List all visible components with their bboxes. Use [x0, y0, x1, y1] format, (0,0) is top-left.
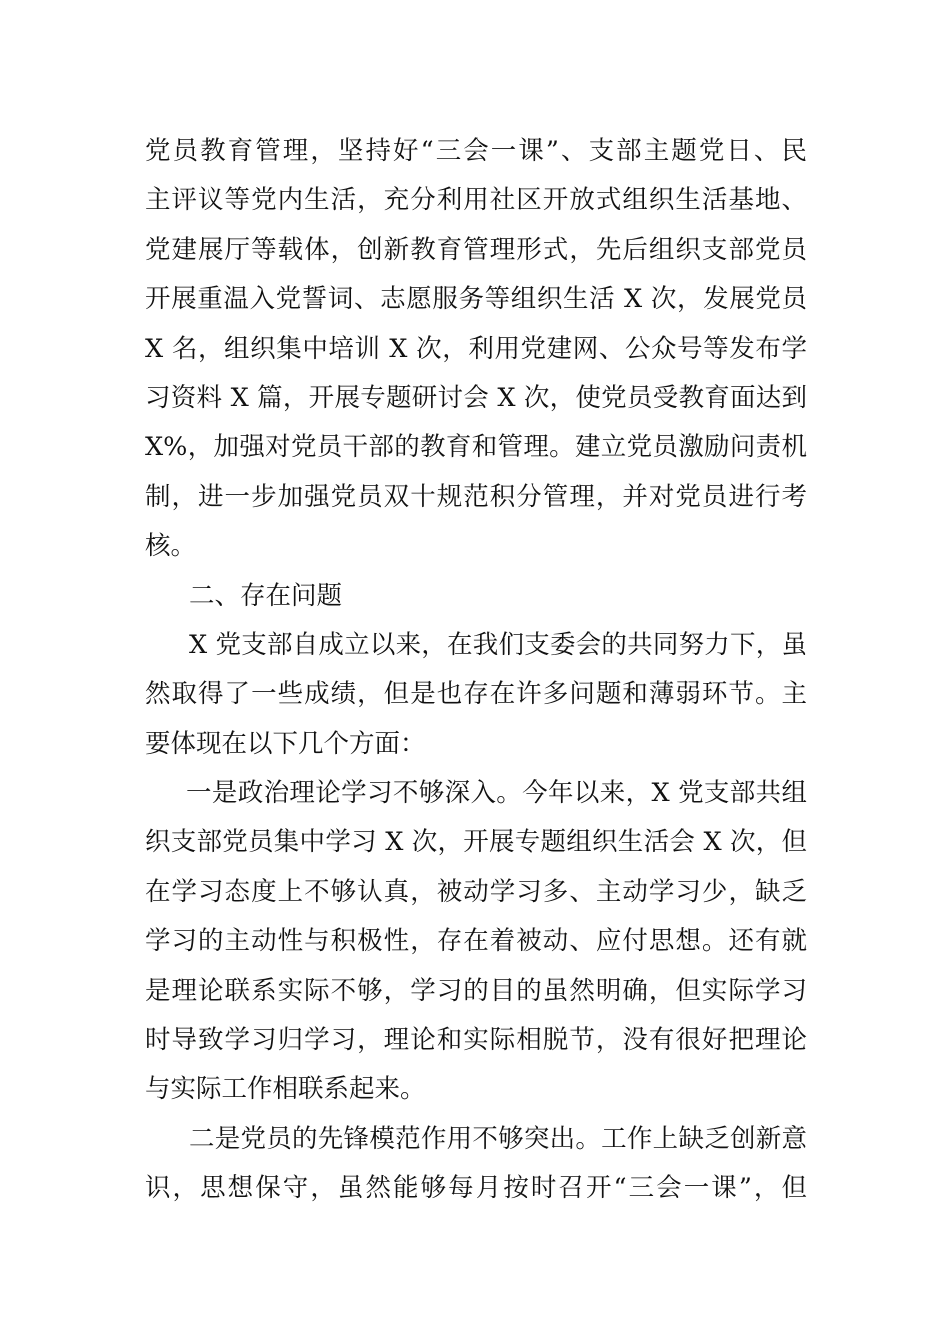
text-line: 然取得了一些成绩，但是也存在许多问题和薄弱环节。主: [145, 679, 807, 710]
text-line: 识，思想保守，虽然能够每月按时召开“三会一课”，但: [145, 1173, 807, 1204]
text-line: 要体现在以下几个方面：: [145, 728, 426, 759]
text-line: 学习的主动性与积极性，存在着被动、应付思想。还有就: [145, 926, 807, 957]
text-line: X 名，组织集中培训 X 次，利用党建网、公众号等发布学: [145, 333, 807, 364]
text-line: 主评议等党内生活，充分利用社区开放式组织生活基地、: [145, 185, 807, 216]
text-line: 织支部党员集中学习 X 次，开展专题组织生活会 X 次，但: [145, 827, 807, 858]
text-line: 是理论联系实际不够，学习的目的虽然明确，但实际学习: [145, 975, 807, 1006]
text-line: 二是党员的先锋模范作用不够突出。工作上缺乏创新意: [189, 1123, 807, 1154]
text-line: 核。: [145, 531, 197, 562]
text-line: X 党支部自成立以来，在我们支委会的共同努力下，虽: [189, 629, 807, 660]
text-line: 开展重温入党誓词、志愿服务等组织生活 X 次，发展党员: [145, 284, 807, 315]
text-line: 一是政治理论学习不够深入。今年以来，X 党支部共组: [186, 778, 807, 809]
text-line: 制，进一步加强党员双十规范积分管理，并对党员进行考: [145, 481, 807, 512]
text-line: 时导致学习归学习，理论和实际相脱节，没有很好把理论: [145, 1025, 807, 1056]
text-line: 与实际工作相联系起来。: [145, 1074, 426, 1105]
document-body: [145, 127, 807, 1214]
section-heading: 二、存在问题: [189, 580, 343, 611]
text-line: 党员教育管理，坚持好“三会一课”、支部主题党日、民: [145, 136, 807, 166]
text-line: 党建展厅等载体，创新教育管理形式，先后组织支部党员: [145, 234, 807, 265]
paragraph-existing-problems: [145, 621, 807, 769]
text-line: 习资料 X 篇，开展专题研讨会 X 次，使党员受教育面达到: [145, 382, 807, 413]
paragraph-vanguard-role: [145, 1115, 807, 1214]
text-line: 在学习态度上不够认真，被动学习多、主动学习少，缺乏: [145, 876, 807, 907]
paragraph-theory-study: [145, 769, 807, 1115]
paragraph-party-education: [145, 127, 807, 572]
text-line: X%，加强对党员干部的教育和管理。建立党员激励问责机: [145, 432, 807, 463]
